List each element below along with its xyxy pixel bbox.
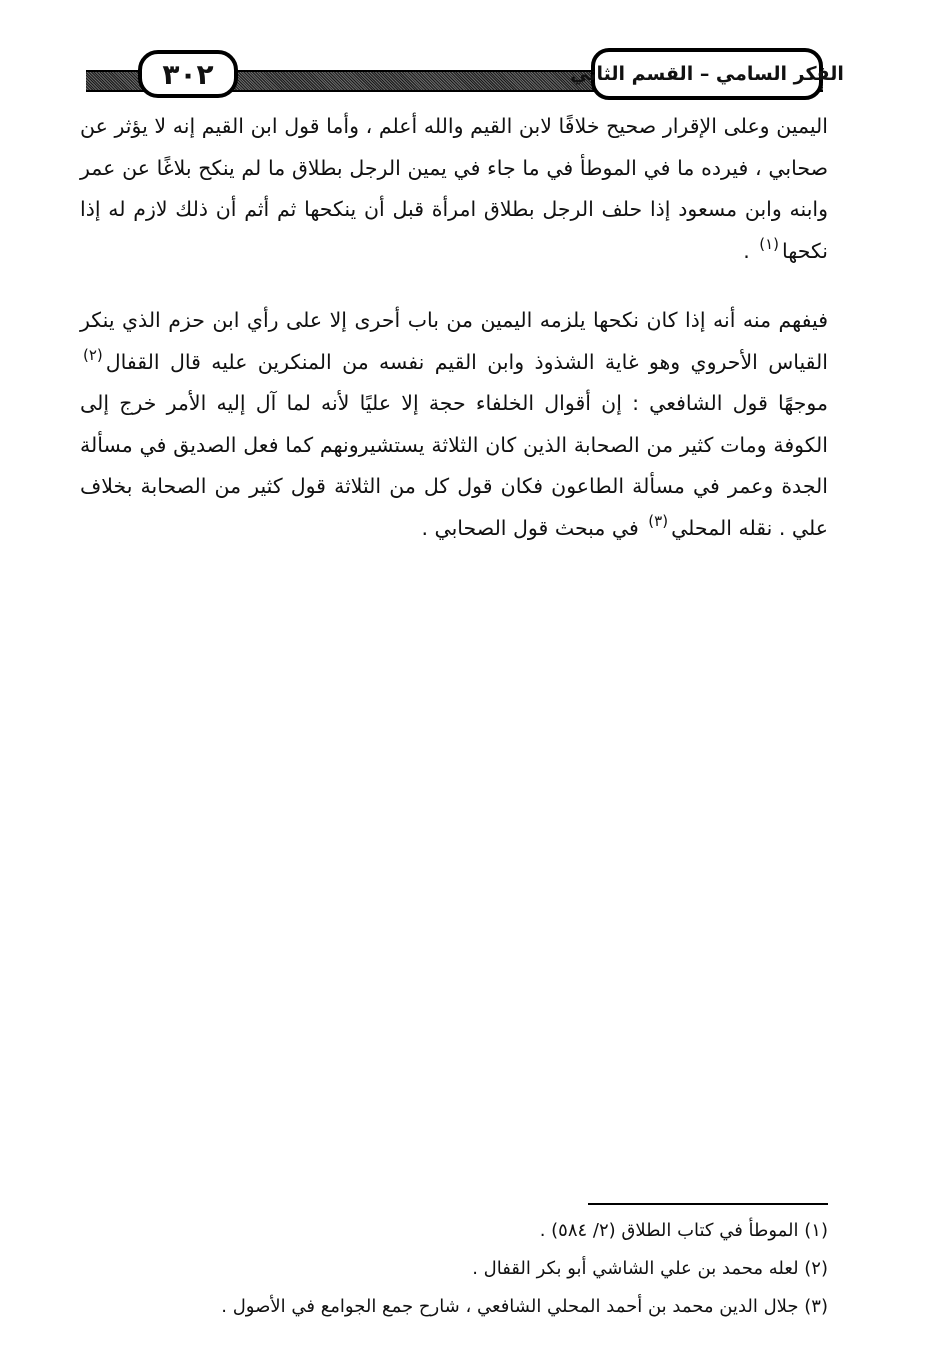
paragraph-1-text: اليمين وعلى الإقرار صحيح خلافًا لابن القيم والله أعلم ، وأما قول ابن القيم إنه لا يؤثر عن صحابي ، فيرده ما في الموطأ في ما جاء في يمين الرجل بطلاق ما لم ينكح بلاغًا عن عمر وابنه وابن مسعود إذا حلف الرجل بطلاق امرأة قبل أن ينكحها ثم أثم أن ذلك لازم له إذا نكحها	[80, 114, 828, 263]
footnote-ref-3: (٣)	[648, 511, 669, 530]
paragraph-2	[80, 300, 828, 549]
footnote-separator	[588, 1203, 828, 1205]
footnote-ref-2: (٢)	[83, 345, 103, 364]
footnote-ref-1: (١)	[759, 234, 780, 253]
running-title: الفكر السامي – القسم الثاني	[591, 48, 823, 100]
main-text	[80, 106, 828, 549]
paragraph-1	[80, 106, 828, 272]
paragraph-1-end: .	[743, 238, 757, 263]
page-number: ٣٠٢	[138, 50, 238, 98]
footnote-1: (١) الموطأ في كتاب الطلاق (٢/ ٥٨٤) .	[539, 1220, 828, 1241]
paragraph-2-text-b: موجهًا قول الشافعي : إن أقوال الخلفاء حجة إلا عليًا لأنه لما آل إليه الأمر خرج إلى الكوفة ومات كثير من الصحابة الذين كان الثلاثة يستشيرونهم كما فعل الصديق في مسألة الجدة وعمر في مسألة الطاعون فكان قول كل من الثلاثة قول كثير من الصحابة بخلاف علي . نقله المحلي	[80, 391, 828, 540]
footnote-2: (٢) لعله محمد بن علي الشاشي أبو بكر القفال .	[472, 1258, 828, 1279]
paragraph-2-text-a: فيفهم منه أنه إذا كان نكحها يلزمه اليمين من باب أحرى إلا على رأي ابن حزم الذي ينكر القياس الأحروي وهو غاية الشذوذ وابن القيم نفسه من المنكرين عليه قال القفال	[80, 308, 828, 374]
footnotes	[80, 1212, 828, 1326]
paragraph-2-text-c: في مبحث قول الصحابي .	[421, 515, 646, 540]
footnote-3: (٣) جلال الدين محمد بن أحمد المحلي الشافعي ، شارح جمع الجوامع في الأصول .	[221, 1296, 828, 1317]
page-header	[86, 44, 844, 104]
